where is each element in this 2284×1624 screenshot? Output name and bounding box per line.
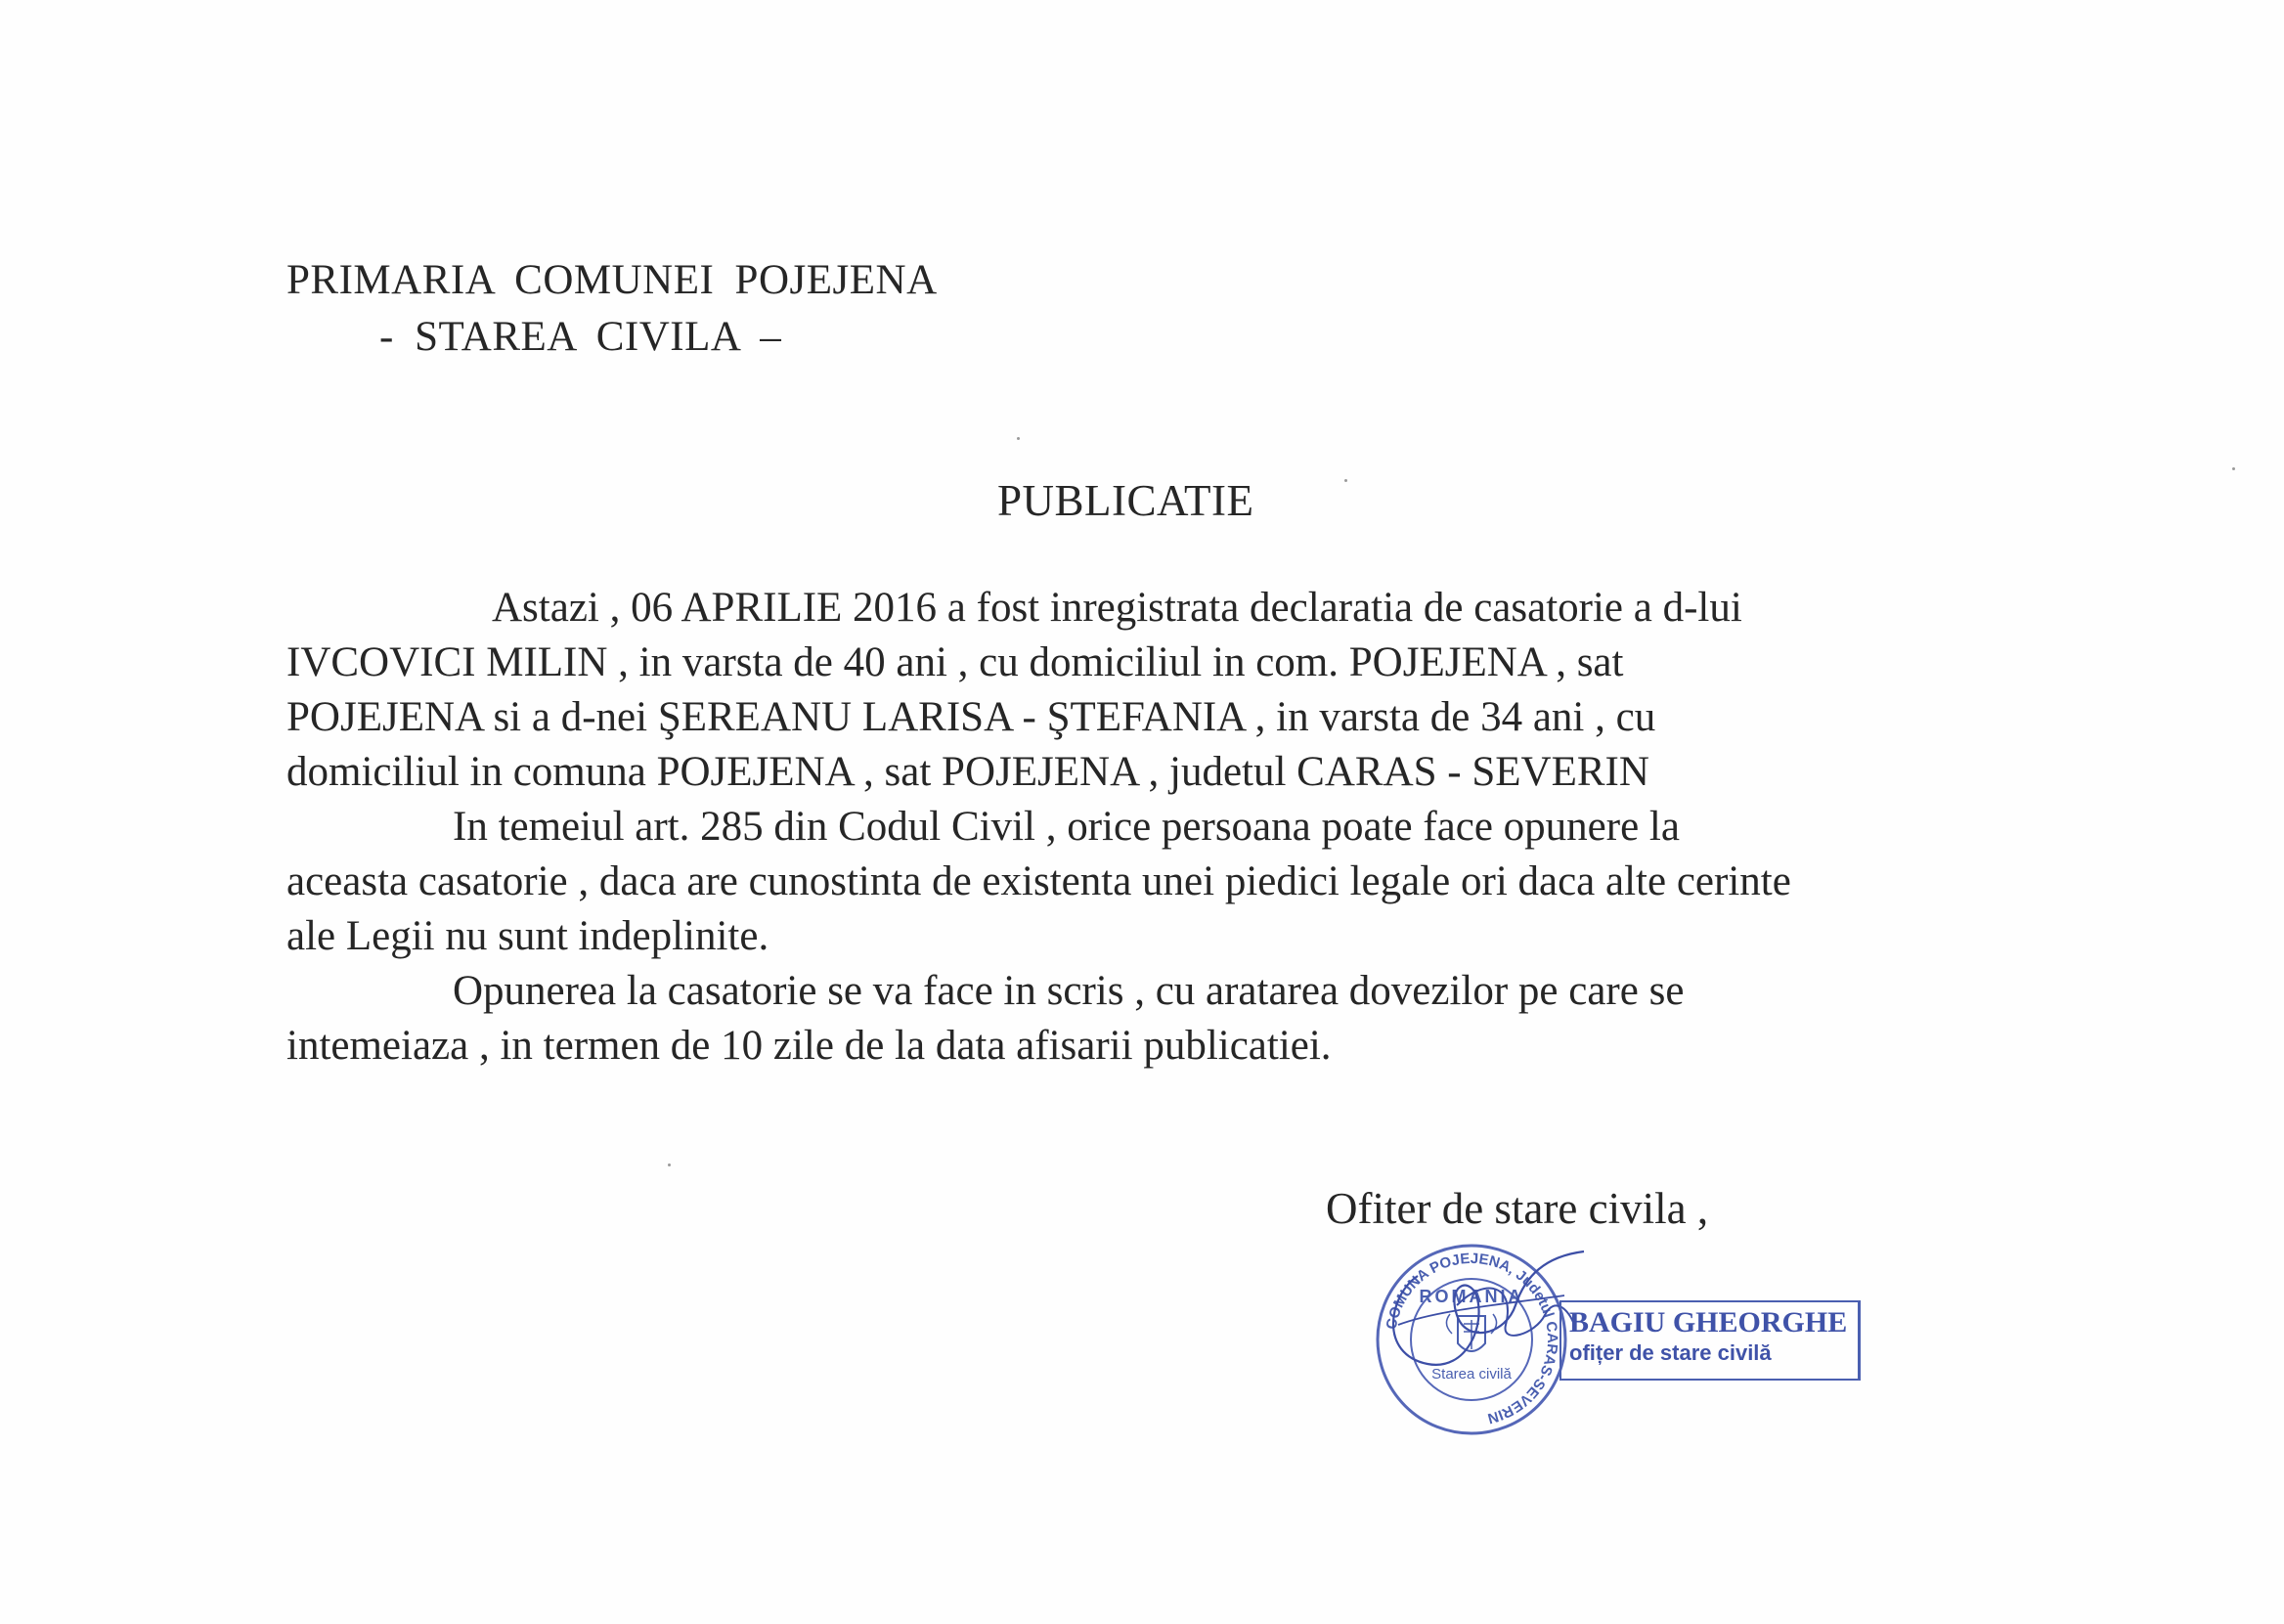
svg-text:COMUNA POJEJENA, Judetul CARAS: COMUNA POJEJENA, Judetul CARAS-SEVERIN (1383, 1250, 1561, 1427)
scan-speck (1017, 437, 1020, 440)
document-body (286, 581, 2027, 1074)
body-line: Opunerea la casatorie se va face in scris , cu aratarea dovezilor pe care se (453, 968, 1685, 1014)
scan-speck (2232, 467, 2235, 470)
document-header (286, 252, 938, 366)
stamp-role: ofițer de stare civilă (1569, 1340, 1772, 1365)
body-line: POJEJENA si a d-nei ŞEREANU LARISA - ŞTEFANIA , in varsta de 34 ani , cu (286, 694, 1656, 740)
body-line: ale Legii nu sunt indeplinite. (286, 913, 769, 959)
name-stamp (1559, 1300, 1861, 1381)
document-title: PUBLICATIE (997, 476, 1254, 525)
stamp-name: BAGIU GHEORGHE (1569, 1306, 1848, 1339)
institution-name: PRIMARIA COMUNEI POJEJENA (286, 257, 938, 303)
signature-label: Ofiter de stare civila , (1326, 1184, 1709, 1233)
svg-text:Starea civilă: Starea civilă (1431, 1366, 1512, 1383)
body-line: In temeiul art. 285 din Codul Civil , orice persoana poate face opunere la (453, 804, 1680, 850)
department-name: - STAREA CIVILA – (379, 314, 782, 360)
body-line: intemeiaza , in termen de 10 zile de la data afisarii publicatiei. (286, 1023, 1332, 1069)
body-line: aceasta casatorie , daca are cunostinta de existenta unei piedici legale ori daca alte cerinte (286, 858, 1791, 904)
scan-speck (1344, 479, 1347, 482)
svg-text:ROMANIA: ROMANIA (1419, 1287, 1524, 1306)
scan-speck (668, 1163, 671, 1166)
body-line: IVCOVICI MILIN , in varsta de 40 ani , cu domiciliul in com. POJEJENA , sat (286, 639, 1624, 685)
body-line: Astazi , 06 APRILIE 2016 a fost inregistrata declaratia de casatorie a d-lui (492, 585, 1742, 631)
body-line: domiciliul in comuna POJEJENA , sat POJEJENA , judetul CARAS - SEVERIN (286, 749, 1649, 795)
